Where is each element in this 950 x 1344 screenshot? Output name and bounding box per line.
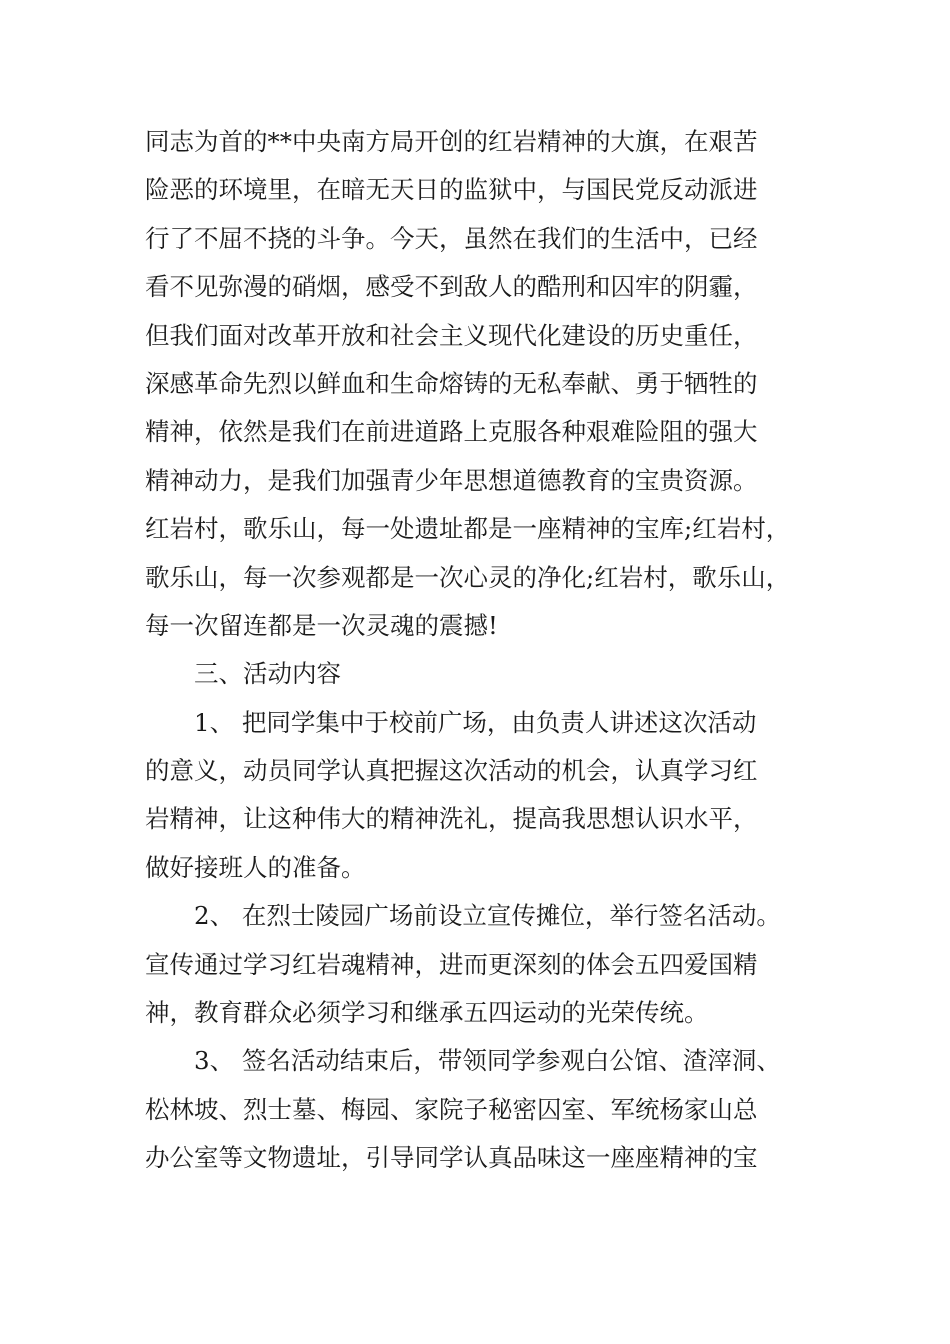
text-line: 险恶的环境里，在暗无天日的监狱中，与国民党反动派进: [145, 175, 758, 205]
text-line: 行了不屈不挠的斗争。今天，虽然在我们的生活中，已经: [145, 223, 758, 253]
text-line: 2、 在烈士陵园广场前设立宣传摊位，举行签名活动。: [194, 901, 781, 931]
text-line: 的意义，动员同学认真把握这次活动的机会，认真学习红: [145, 756, 758, 786]
text-line: 办公室等文物遗址，引导同学认真品味这一座座精神的宝: [145, 1143, 758, 1173]
text-line: 看不见弥漫的硝烟，感受不到敌人的酷刑和囚牢的阴霾，: [145, 272, 758, 302]
text-line: 神，教育群众必须学习和继承五四运动的光荣传统。: [145, 998, 709, 1028]
document-body: [145, 118, 835, 1183]
text-line: 同志为首的**中央南方局开创的红岩精神的大旗，在艰苦: [145, 127, 758, 156]
text-line: 歌乐山，每一次参观都是一次心灵的净化;红岩村，歌乐山，: [145, 562, 791, 592]
text-line: 每一次留连都是一次灵魂的震撼!: [145, 610, 498, 640]
text-line: 深感革命先烈以鲜血和生命熔铸的无私奉献、勇于牺牲的: [145, 368, 758, 398]
text-line: 岩精神，让这种伟大的精神洗礼，提高我思想认识水平，: [145, 804, 758, 834]
section-heading: 三、活动内容: [194, 659, 341, 689]
text-line: 做好接班人的准备。: [145, 852, 366, 882]
text-line: 1、 把同学集中于校前广场，由负责人讲述这次活动: [194, 707, 757, 737]
text-line: 精神，依然是我们在前进道路上克服各种艰难险阻的强大: [145, 417, 758, 447]
text-line: 宣传通过学习红岩魂精神，进而更深刻的体会五四爱国精: [145, 949, 758, 979]
text-line: 3、 签名活动结束后，带领同学参观白公馆、渣滓洞、: [194, 1046, 781, 1076]
text-line: 但我们面对改革开放和社会主义现代化建设的历史重任，: [145, 320, 758, 350]
text-line: 松林坡、烈士墓、梅园、家院子秘密囚室、军统杨家山总: [145, 1094, 758, 1124]
text-line: 精神动力，是我们加强青少年思想道德教育的宝贵资源。: [145, 465, 758, 495]
text-line: 红岩村，歌乐山，每一处遗址都是一座精神的宝库;红岩村，: [145, 514, 791, 544]
